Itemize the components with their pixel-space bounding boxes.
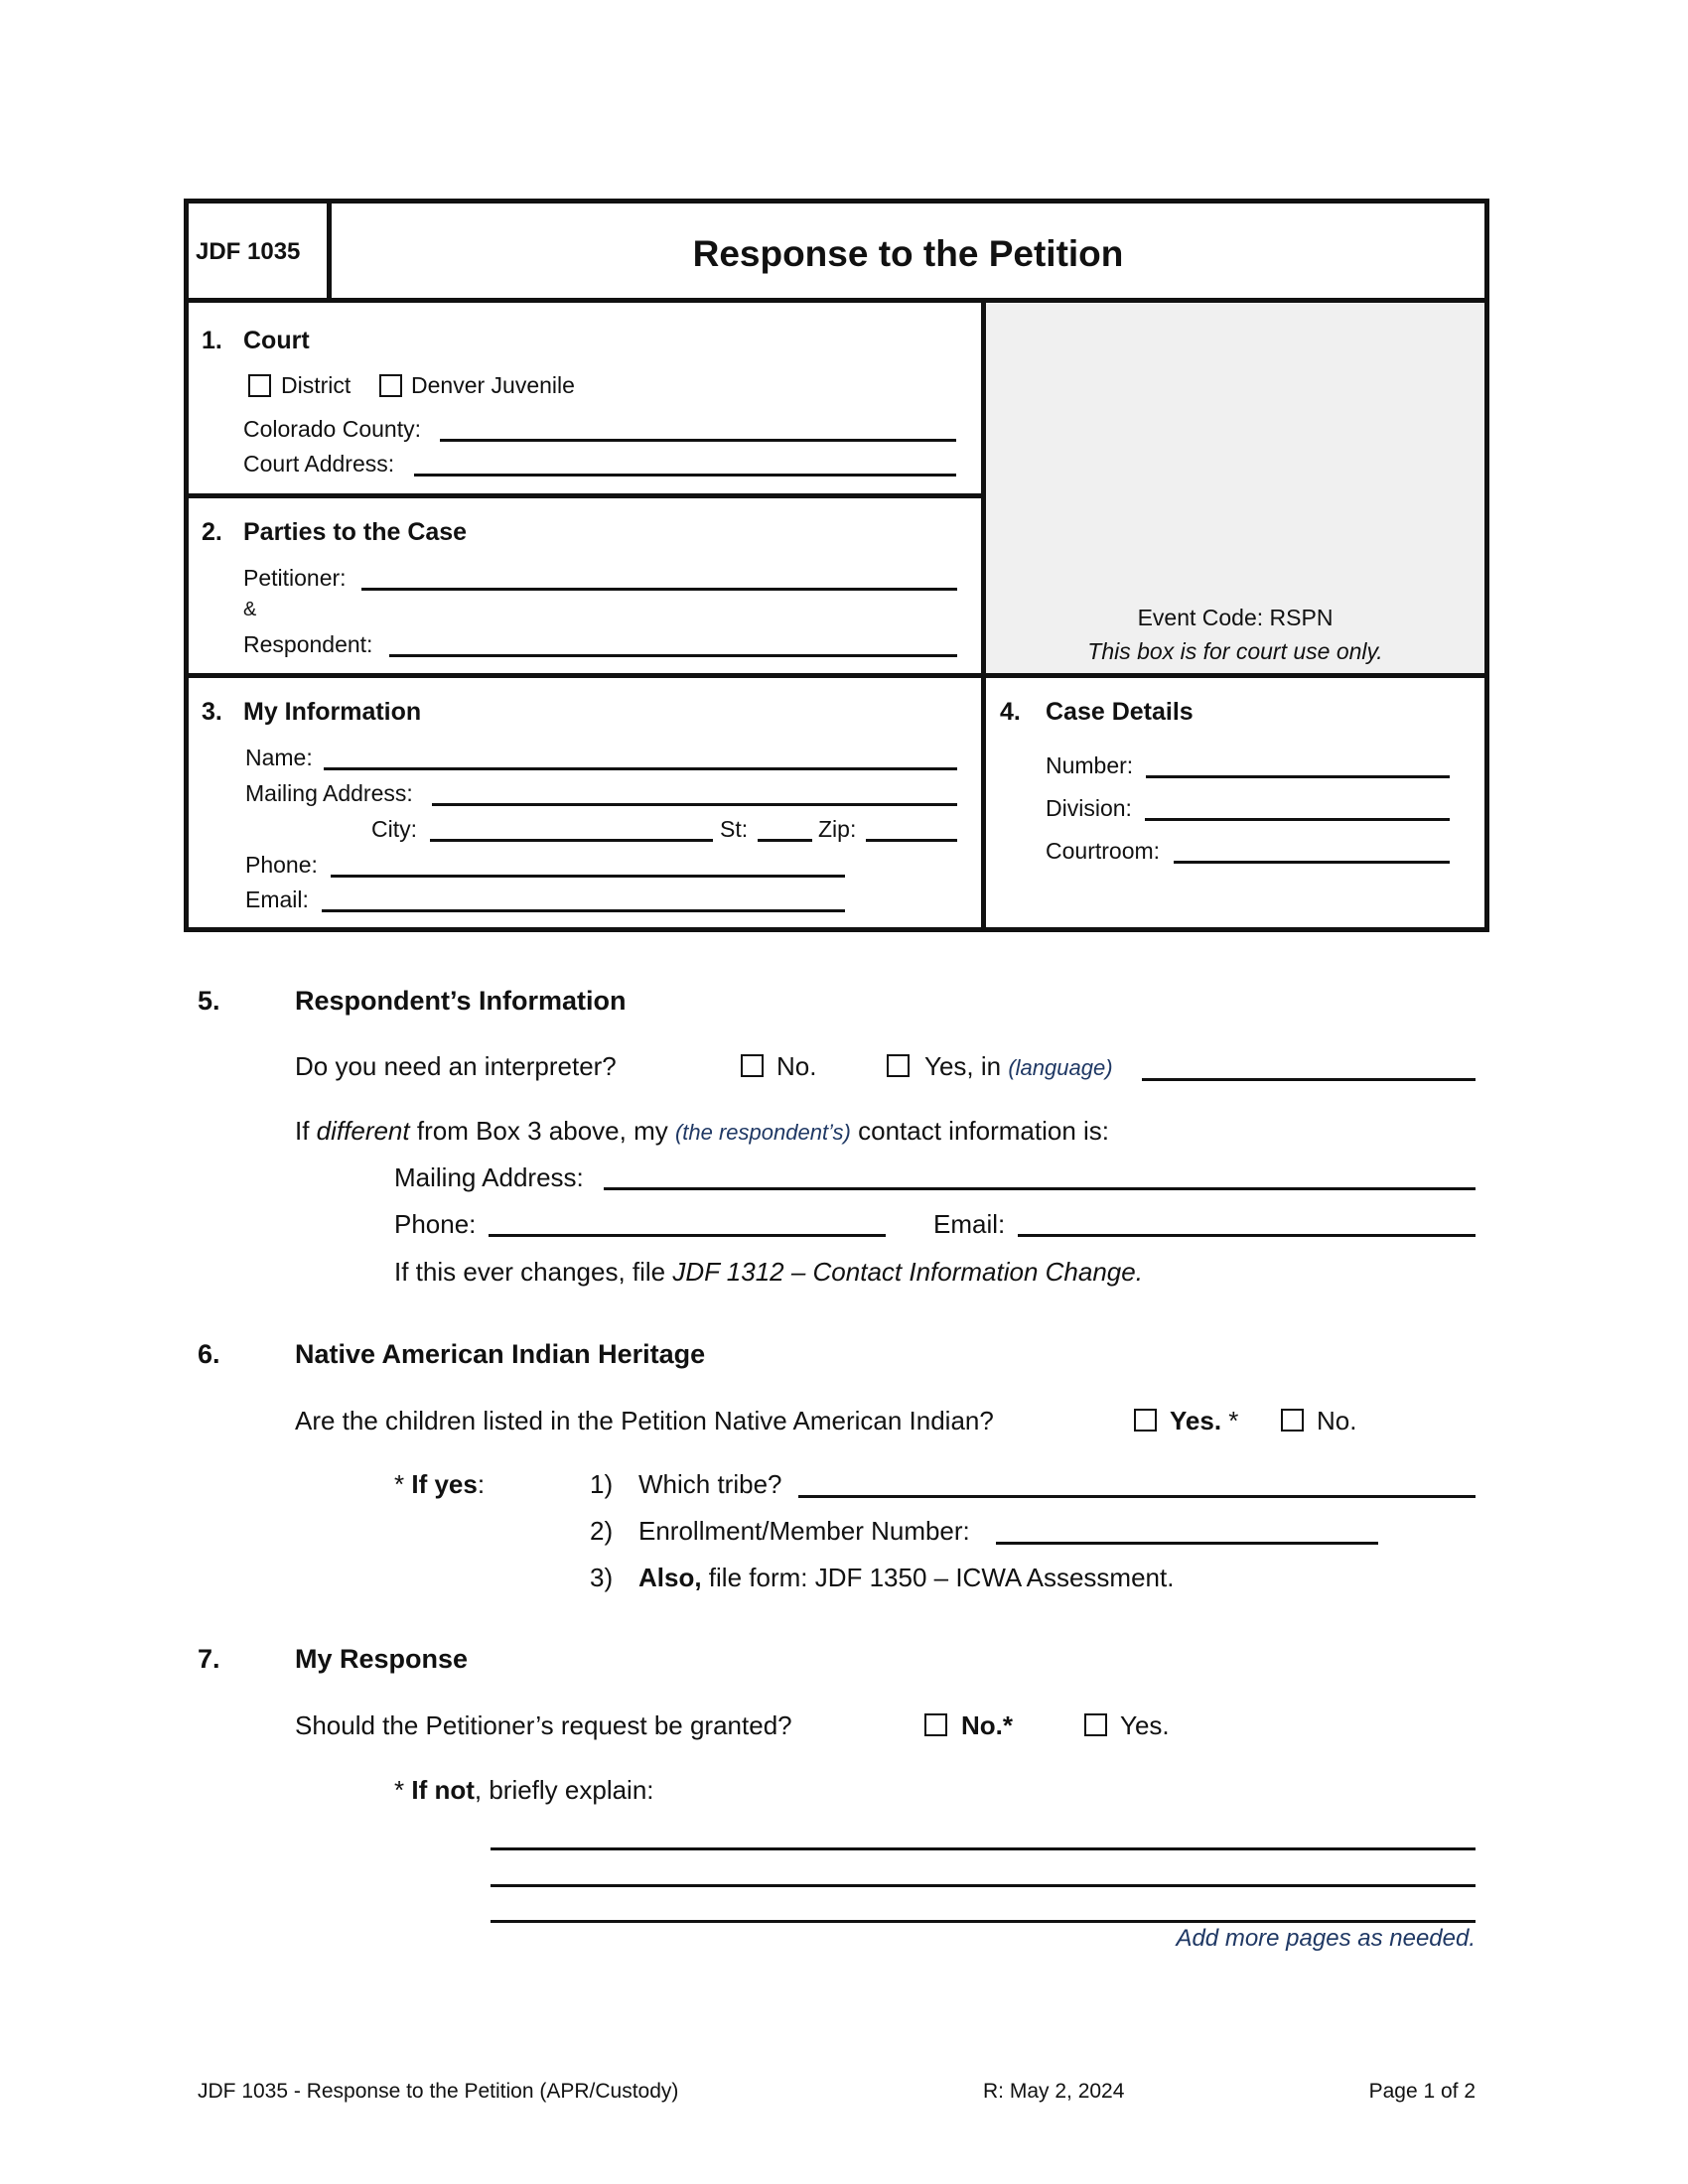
email-field[interactable] [322, 909, 845, 912]
section-title: My Response [295, 1644, 469, 1674]
state-label: St: [720, 816, 749, 842]
heritage-yes-label [1170, 1407, 1238, 1434]
section-title: Respondent’s Information [295, 986, 627, 1016]
text: file form: JDF 1350 – ICWA Assessment. [701, 1563, 1175, 1592]
text: If [295, 1116, 317, 1146]
explain-line[interactable] [491, 1920, 1476, 1923]
language-field[interactable] [1142, 1078, 1476, 1081]
divider [184, 673, 1489, 678]
resp-phone-label: Phone: [394, 1209, 477, 1239]
respondent-field[interactable] [389, 654, 957, 657]
box-number: 2. [202, 518, 222, 546]
name-label: Name: [245, 745, 313, 770]
interpreter-yes-checkbox[interactable] [887, 1054, 910, 1077]
heritage-yes-checkbox[interactable] [1134, 1409, 1157, 1432]
enrollment-label: Enrollment/Member Number: [638, 1516, 970, 1546]
response-no-label: No.* [961, 1710, 1013, 1740]
text: : [477, 1469, 486, 1499]
mailing-label: Mailing Address: [245, 780, 413, 806]
response-yes-checkbox[interactable] [1084, 1713, 1107, 1736]
text: different [316, 1116, 410, 1146]
court-address-label: Court Address: [243, 451, 395, 477]
box-title: Case Details [1046, 698, 1194, 726]
county-label: Colorado County: [243, 416, 421, 442]
ampersand: & [243, 599, 257, 620]
respondent-label: Respondent: [243, 631, 373, 657]
case-number-field[interactable] [1146, 775, 1450, 778]
footer-form-name: JDF 1035 - Response to the Petition (APR/Custody) [198, 2080, 679, 2103]
section-number: 7. [198, 1644, 220, 1674]
heritage-question: Are the children listed in the Petition Native American Indian? [295, 1406, 994, 1435]
text: contact information is: [858, 1116, 1110, 1146]
interpreter-yes-label [924, 1052, 1113, 1082]
response-no-checkbox[interactable] [924, 1713, 947, 1736]
if-not-label [394, 1776, 654, 1804]
box-number: 1. [202, 327, 222, 354]
tribe-field[interactable] [798, 1495, 1476, 1498]
item-number: 3) [590, 1563, 614, 1592]
respondent-hint: (the respondent’s) [674, 1120, 851, 1145]
form-reference: JDF 1312 – Contact Information Change. [672, 1257, 1143, 1287]
heritage-no-label: No. [1317, 1406, 1357, 1435]
zip-label: Zip: [818, 816, 857, 842]
name-field[interactable] [324, 767, 957, 770]
heritage-no-checkbox[interactable] [1281, 1409, 1304, 1432]
if-yes-label [394, 1470, 485, 1498]
yes-text: Yes, in [924, 1051, 1002, 1081]
item-number: 1) [590, 1469, 614, 1499]
event-code: Event Code: RSPN [1137, 605, 1334, 630]
section-number: 5. [198, 986, 220, 1016]
city-label: City: [371, 816, 417, 842]
response-question: Should the Petitioner’s request be granted? [295, 1710, 792, 1740]
explain-line[interactable] [491, 1884, 1476, 1887]
interpreter-no-label: No. [776, 1051, 817, 1081]
box-title: Parties to the Case [243, 518, 468, 546]
county-field[interactable] [440, 439, 956, 442]
resp-mailing-label: Mailing Address: [394, 1162, 584, 1192]
response-yes-label: Yes. [1120, 1710, 1170, 1740]
text: Yes. [1170, 1406, 1222, 1435]
text: from Box 3 above, my [409, 1116, 675, 1146]
text: If yes [411, 1469, 478, 1499]
footer-revision: R: May 2, 2024 [983, 2080, 1125, 2103]
icwa-note [638, 1564, 1174, 1591]
contact-change-note [394, 1258, 1143, 1286]
zip-field[interactable] [866, 839, 957, 842]
interpreter-no-checkbox[interactable] [741, 1054, 764, 1077]
denver-juvenile-label: Denver Juvenile [411, 372, 575, 398]
enrollment-field[interactable] [996, 1542, 1378, 1545]
denver-juvenile-checkbox[interactable] [379, 374, 402, 397]
state-field[interactable] [758, 839, 812, 842]
form-id: JDF 1035 [196, 238, 301, 265]
different-contact-text [295, 1117, 1109, 1147]
box-title: My Information [243, 698, 422, 726]
tribe-label: Which tribe? [638, 1469, 782, 1499]
court-use-note: This box is for court use only. [1087, 638, 1383, 664]
text: * [1221, 1406, 1239, 1435]
petitioner-label: Petitioner: [243, 565, 347, 591]
mailing-field[interactable] [432, 803, 957, 806]
footer-page-number: Page 1 of 2 [1368, 2080, 1476, 2103]
phone-label: Phone: [245, 852, 318, 878]
divider [184, 493, 983, 498]
district-checkbox[interactable] [248, 374, 271, 397]
court-address-field[interactable] [414, 474, 956, 477]
explain-line[interactable] [491, 1847, 1476, 1850]
item-number: 2) [590, 1516, 614, 1546]
city-field[interactable] [430, 839, 713, 842]
box-title: Court [243, 327, 310, 354]
resp-mailing-field[interactable] [604, 1187, 1476, 1190]
resp-phone-field[interactable] [489, 1234, 886, 1237]
resp-email-field[interactable] [1018, 1234, 1476, 1237]
section-number: 6. [198, 1339, 220, 1369]
phone-field[interactable] [331, 875, 845, 878]
courtroom-field[interactable] [1174, 861, 1450, 864]
interpreter-question: Do you need an interpreter? [295, 1051, 617, 1081]
language-hint: (language) [1008, 1055, 1113, 1080]
resp-email-label: Email: [933, 1209, 1006, 1239]
add-pages-note: Add more pages as needed. [1176, 1925, 1476, 1952]
text: , briefly explain: [474, 1775, 654, 1805]
text: If this ever changes, file [394, 1257, 673, 1287]
text: * [394, 1469, 412, 1499]
division-field[interactable] [1145, 818, 1450, 821]
text: If not [411, 1775, 475, 1805]
box-number: 4. [1000, 698, 1021, 726]
section-title: Native American Indian Heritage [295, 1339, 706, 1369]
district-label: District [281, 372, 352, 398]
email-label: Email: [245, 887, 309, 912]
box-number: 3. [202, 698, 222, 726]
case-number-label: Number: [1046, 752, 1134, 778]
page-title: Response to the Petition [692, 233, 1124, 274]
text: Also, [638, 1563, 702, 1592]
text: * [394, 1775, 412, 1805]
courtroom-label: Courtroom: [1046, 838, 1161, 864]
petitioner-field[interactable] [361, 588, 957, 591]
division-label: Division: [1046, 795, 1132, 821]
